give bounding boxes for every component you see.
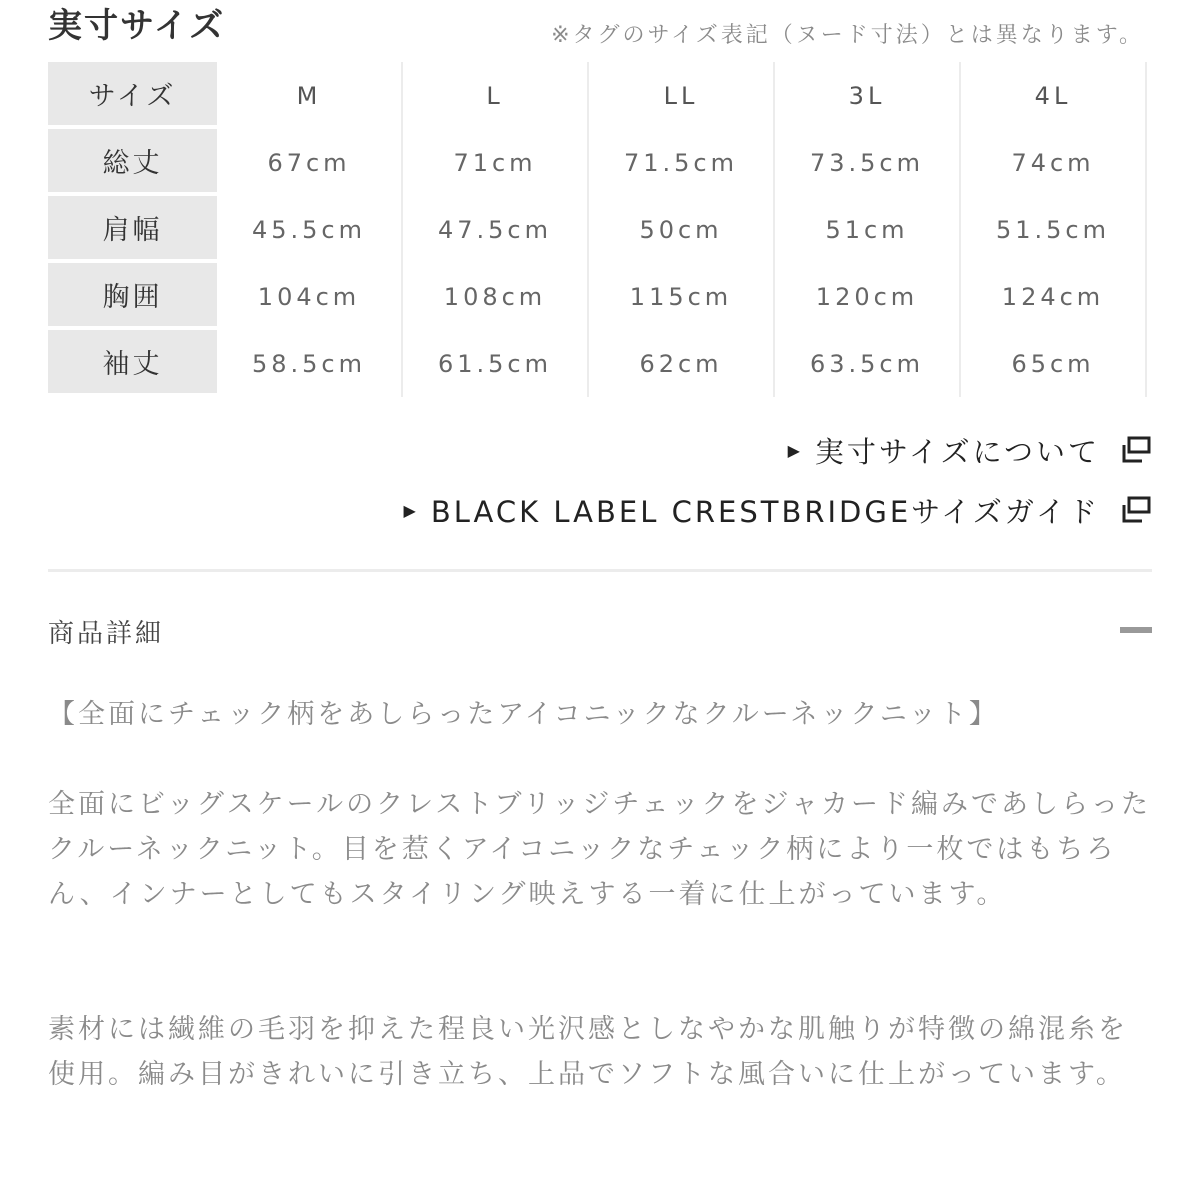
header-cell-4l: 4L [961,62,1147,129]
external-window-icon [1120,496,1152,524]
table-cell: 104cm [217,263,403,330]
row-label-sleeve: 袖丈 [48,330,217,393]
size-info-link-label: 実寸サイズについて [814,434,1100,469]
table-cell: 47.5cm [403,196,589,263]
table-cell: 62cm [589,330,775,397]
table-cell: 67cm [217,129,403,196]
details-title: 商品詳細 [48,619,165,649]
table-cell: 58.5cm [217,330,403,397]
row-label-shoulder: 肩幅 [48,196,217,259]
size-section-header [48,0,1152,50]
section-divider [48,569,1152,572]
header-cell-3l: 3L [775,62,961,129]
details-paragraph-1: 全面にビッグスケールのクレストブリッジチェックをジャカード編みであしらったクルーネックニット。目を惹くアイコニックなチェック柄により一枚ではもちろん、インナーとしてもスタイリング映えする一着に仕上がっています。 [48,789,1151,910]
size-note: ※タグのサイズ表記（ヌード寸法）とは異なります。 [551,23,1144,48]
size-info-link[interactable] [404,420,1152,480]
table-cell: 63.5cm [775,330,961,397]
minus-icon[interactable] [1120,627,1152,633]
brand-size-guide-link[interactable] [404,480,1152,540]
triangle-right-icon: ▶ [403,500,419,520]
external-window-icon [1120,436,1152,464]
table-row [48,129,1152,196]
header-cell-l: L [403,62,589,129]
brand-size-guide-label: BLACK LABEL CRESTBRIDGEサイズガイド [430,494,1100,529]
table-cell: 51.5cm [961,196,1147,263]
table-row [48,196,1152,263]
size-table-header-row [48,62,1152,129]
table-cell: 115cm [589,263,775,330]
row-label-length: 総丈 [48,129,217,192]
table-cell: 65cm [961,330,1147,397]
table-cell: 50cm [589,196,775,263]
table-cell: 71cm [403,129,589,196]
header-cell-size: サイズ [48,62,217,125]
triangle-right-icon: ▶ [787,440,803,460]
table-cell: 120cm [775,263,961,330]
header-cell-ll: LL [589,62,775,129]
table-cell: 61.5cm [403,330,589,397]
size-table [48,62,1152,397]
table-cell: 71.5cm [589,129,775,196]
table-row [48,263,1152,330]
details-paragraph-2: 素材には繊維の毛羽を抑えた程良い光沢感としなやかな肌触りが特徴の綿混糸を使用。編み目がきれいに引き立ち、上品でソフトな風合いに仕上がっています。 [48,1014,1128,1090]
size-section-title: 実寸サイズ [48,6,226,46]
table-row [48,330,1152,397]
table-cell: 124cm [961,263,1147,330]
row-label-chest: 胸囲 [48,263,217,326]
table-cell: 73.5cm [775,129,961,196]
details-section-header[interactable] [48,605,1152,659]
size-guide-links [404,420,1152,540]
table-cell: 74cm [961,129,1147,196]
header-cell-m: M [217,62,403,129]
table-cell: 108cm [403,263,589,330]
details-headline: 【全面にチェック柄をあしらったアイコニックなクルーネックニット】 [48,699,999,730]
table-cell: 51cm [775,196,961,263]
table-cell: 45.5cm [217,196,403,263]
